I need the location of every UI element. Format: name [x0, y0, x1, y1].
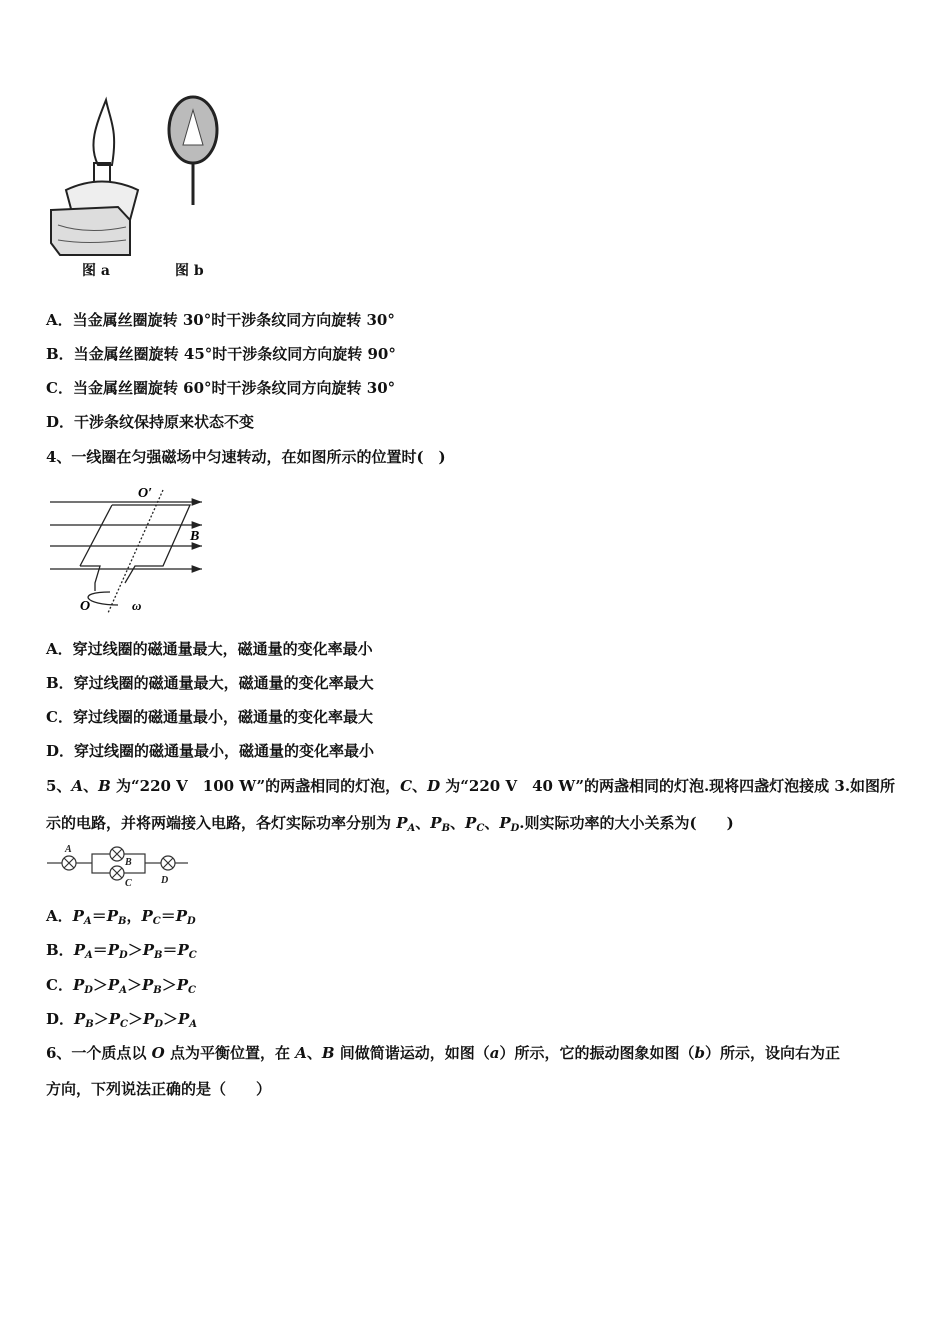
text-run: 、: [83, 777, 99, 795]
text-run: ＞: [92, 976, 108, 994]
q3-option-d[interactable]: [46, 412, 254, 432]
text-run: ＞: [128, 1010, 144, 1028]
subscript: A: [83, 916, 92, 927]
italic-symbol: P: [107, 941, 120, 959]
italic-symbol: P: [177, 941, 189, 959]
text-run: 示的电路，并将两端接入电路，各灯实际功率分别为: [46, 814, 397, 832]
q4-option-c[interactable]: [46, 707, 373, 727]
text-run: ＞: [127, 941, 143, 959]
subscript: B: [153, 985, 162, 996]
text-run: A．: [46, 907, 73, 925]
text-run: .则实际功率的大小关系为( ): [519, 814, 734, 832]
q4-option-d[interactable]: [46, 741, 374, 761]
text-run: ＝: [162, 941, 178, 959]
q5-stem-line1: [46, 776, 895, 796]
text-run: B．当金属丝圈旋转 45°时干涉条纹同方向旋转 90°: [46, 345, 396, 363]
text-run: ）所示，设向右为正: [705, 1044, 841, 1062]
subscript: D: [84, 985, 93, 996]
text-run: ＝: [160, 907, 176, 925]
label-lamp-a: A: [65, 844, 72, 855]
text-run: D．穿过线圈的磁通量最小，磁通量的变化率最小: [46, 742, 375, 760]
italic-symbol: P: [141, 976, 154, 994]
label-b-field: B: [190, 529, 200, 544]
italic-symbol: P: [499, 814, 511, 832]
italic-symbol: C: [400, 777, 413, 795]
text-run: A．穿过线圈的磁通量最大，磁通量的变化率最小: [46, 640, 373, 658]
subscript: C: [476, 823, 485, 834]
subscript: C: [152, 916, 161, 927]
subscript: A: [407, 823, 416, 834]
text-run: 、: [306, 1044, 322, 1062]
text-run: D．: [46, 1010, 75, 1028]
italic-symbol: P: [107, 976, 120, 994]
label-lamp-b: B: [125, 857, 132, 868]
text-run: ）所示，它的振动图象如图（: [499, 1044, 695, 1062]
text-run: 5、: [46, 777, 72, 795]
subscript: B: [85, 1019, 94, 1030]
subscript: C: [120, 1019, 129, 1030]
text-run: ＞: [161, 976, 177, 994]
label-lamp-c: C: [125, 878, 132, 888]
text-run: B．穿过线圈的磁通量最大，磁通量的变化率最大: [46, 674, 374, 692]
text-run: 、: [415, 814, 431, 832]
subscript: D: [187, 916, 196, 927]
q5-option-c[interactable]: [46, 975, 196, 1001]
text-run: C．: [46, 976, 73, 994]
italic-symbol: D: [427, 777, 441, 795]
label-o: O: [80, 599, 91, 614]
label-lamp-d: D: [161, 875, 169, 886]
q5-option-d[interactable]: [46, 1009, 197, 1035]
italic-symbol: P: [430, 814, 442, 832]
italic-symbol: A: [71, 777, 84, 795]
text-run: 方向，下列说法正确的是（ ）: [46, 1080, 272, 1098]
figure-alcohol-lamp-and-wire-loop: [48, 95, 238, 285]
text-run: 6、一个质点以: [46, 1044, 152, 1062]
italic-symbol: B: [321, 1044, 335, 1062]
label-omega: ω: [132, 598, 142, 613]
italic-symbol: a: [489, 1044, 500, 1062]
q3-option-b[interactable]: [46, 344, 396, 364]
italic-symbol: P: [396, 814, 408, 832]
italic-symbol: P: [176, 976, 189, 994]
q4-option-b[interactable]: [46, 673, 374, 693]
italic-symbol: P: [465, 814, 477, 832]
text-run: 间做简谐运动，如图（: [334, 1044, 490, 1062]
subscript: C: [188, 950, 197, 961]
text-run: D．干涉条纹保持原来状态不变: [46, 413, 255, 431]
italic-symbol: O: [151, 1044, 165, 1062]
q5-stem-line2: [46, 813, 734, 839]
text-run: 4、一线圈在匀强磁场中匀速转动，在如图所示的位置时( ): [46, 448, 446, 466]
figure-rotating-coil: [50, 480, 220, 615]
subscript: A: [119, 985, 127, 996]
q4-stem: [46, 447, 446, 467]
subscript: A: [84, 950, 93, 961]
q4-option-a[interactable]: [46, 639, 373, 659]
subscript: D: [154, 1019, 163, 1030]
italic-symbol: P: [178, 1010, 190, 1028]
italic-symbol: P: [72, 907, 84, 925]
q3-option-a[interactable]: [46, 310, 395, 330]
italic-symbol: P: [72, 976, 85, 994]
subscript: D: [119, 950, 128, 961]
q6-stem-line2: [46, 1079, 271, 1099]
text-run: ，: [126, 907, 142, 925]
q3-option-c[interactable]: [46, 378, 395, 398]
italic-symbol: P: [142, 941, 154, 959]
text-run: ＞: [162, 1010, 178, 1028]
text-run: 、: [450, 814, 466, 832]
italic-symbol: P: [175, 907, 187, 925]
text-run: A．当金属丝圈旋转 30°时干涉条纹同方向旋转 30°: [46, 311, 395, 329]
italic-symbol: A: [295, 1044, 307, 1062]
text-run: 点为平衡位置，在: [164, 1044, 296, 1062]
text-run: ＞: [126, 976, 142, 994]
italic-symbol: P: [141, 907, 153, 925]
italic-symbol: B: [98, 777, 111, 795]
text-run: ＝: [91, 907, 107, 925]
subscript: C: [188, 985, 196, 996]
text-run: C．穿过线圈的磁通量最小，磁通量的变化率最大: [46, 708, 373, 726]
q6-stem-line1: [46, 1043, 840, 1063]
text-run: 为“220 V 40 W”的两盏相同的灯泡.现将四盏灯泡接成 3.如图所: [440, 777, 896, 795]
q5-option-b[interactable]: [46, 940, 197, 966]
italic-symbol: P: [74, 1010, 86, 1028]
subscript: A: [189, 1019, 198, 1030]
label-o-prime: O′: [138, 486, 153, 501]
subscript: B: [154, 950, 163, 961]
q5-option-a[interactable]: [46, 906, 196, 932]
figure-caption-a: 图 a: [82, 263, 110, 279]
text-run: 、: [484, 814, 500, 832]
figure-lamp-circuit: [45, 843, 190, 888]
text-run: C．当金属丝圈旋转 60°时干涉条纹同方向旋转 30°: [46, 379, 396, 397]
text-run: ＞: [93, 1010, 109, 1028]
italic-symbol: P: [106, 907, 118, 925]
subscript: D: [510, 823, 520, 834]
italic-symbol: P: [143, 1010, 155, 1028]
text-run: ＝: [92, 941, 108, 959]
text-run: 为“220 V 100 W”的两盏相同的灯泡，: [110, 777, 401, 795]
subscript: B: [117, 916, 127, 927]
italic-symbol: P: [73, 941, 85, 959]
text-run: B．: [46, 941, 74, 959]
subscript: B: [441, 823, 451, 834]
italic-symbol: b: [694, 1044, 706, 1062]
italic-symbol: P: [108, 1010, 121, 1028]
figure-caption-b: 图 b: [175, 263, 204, 279]
text-run: 、: [412, 777, 428, 795]
